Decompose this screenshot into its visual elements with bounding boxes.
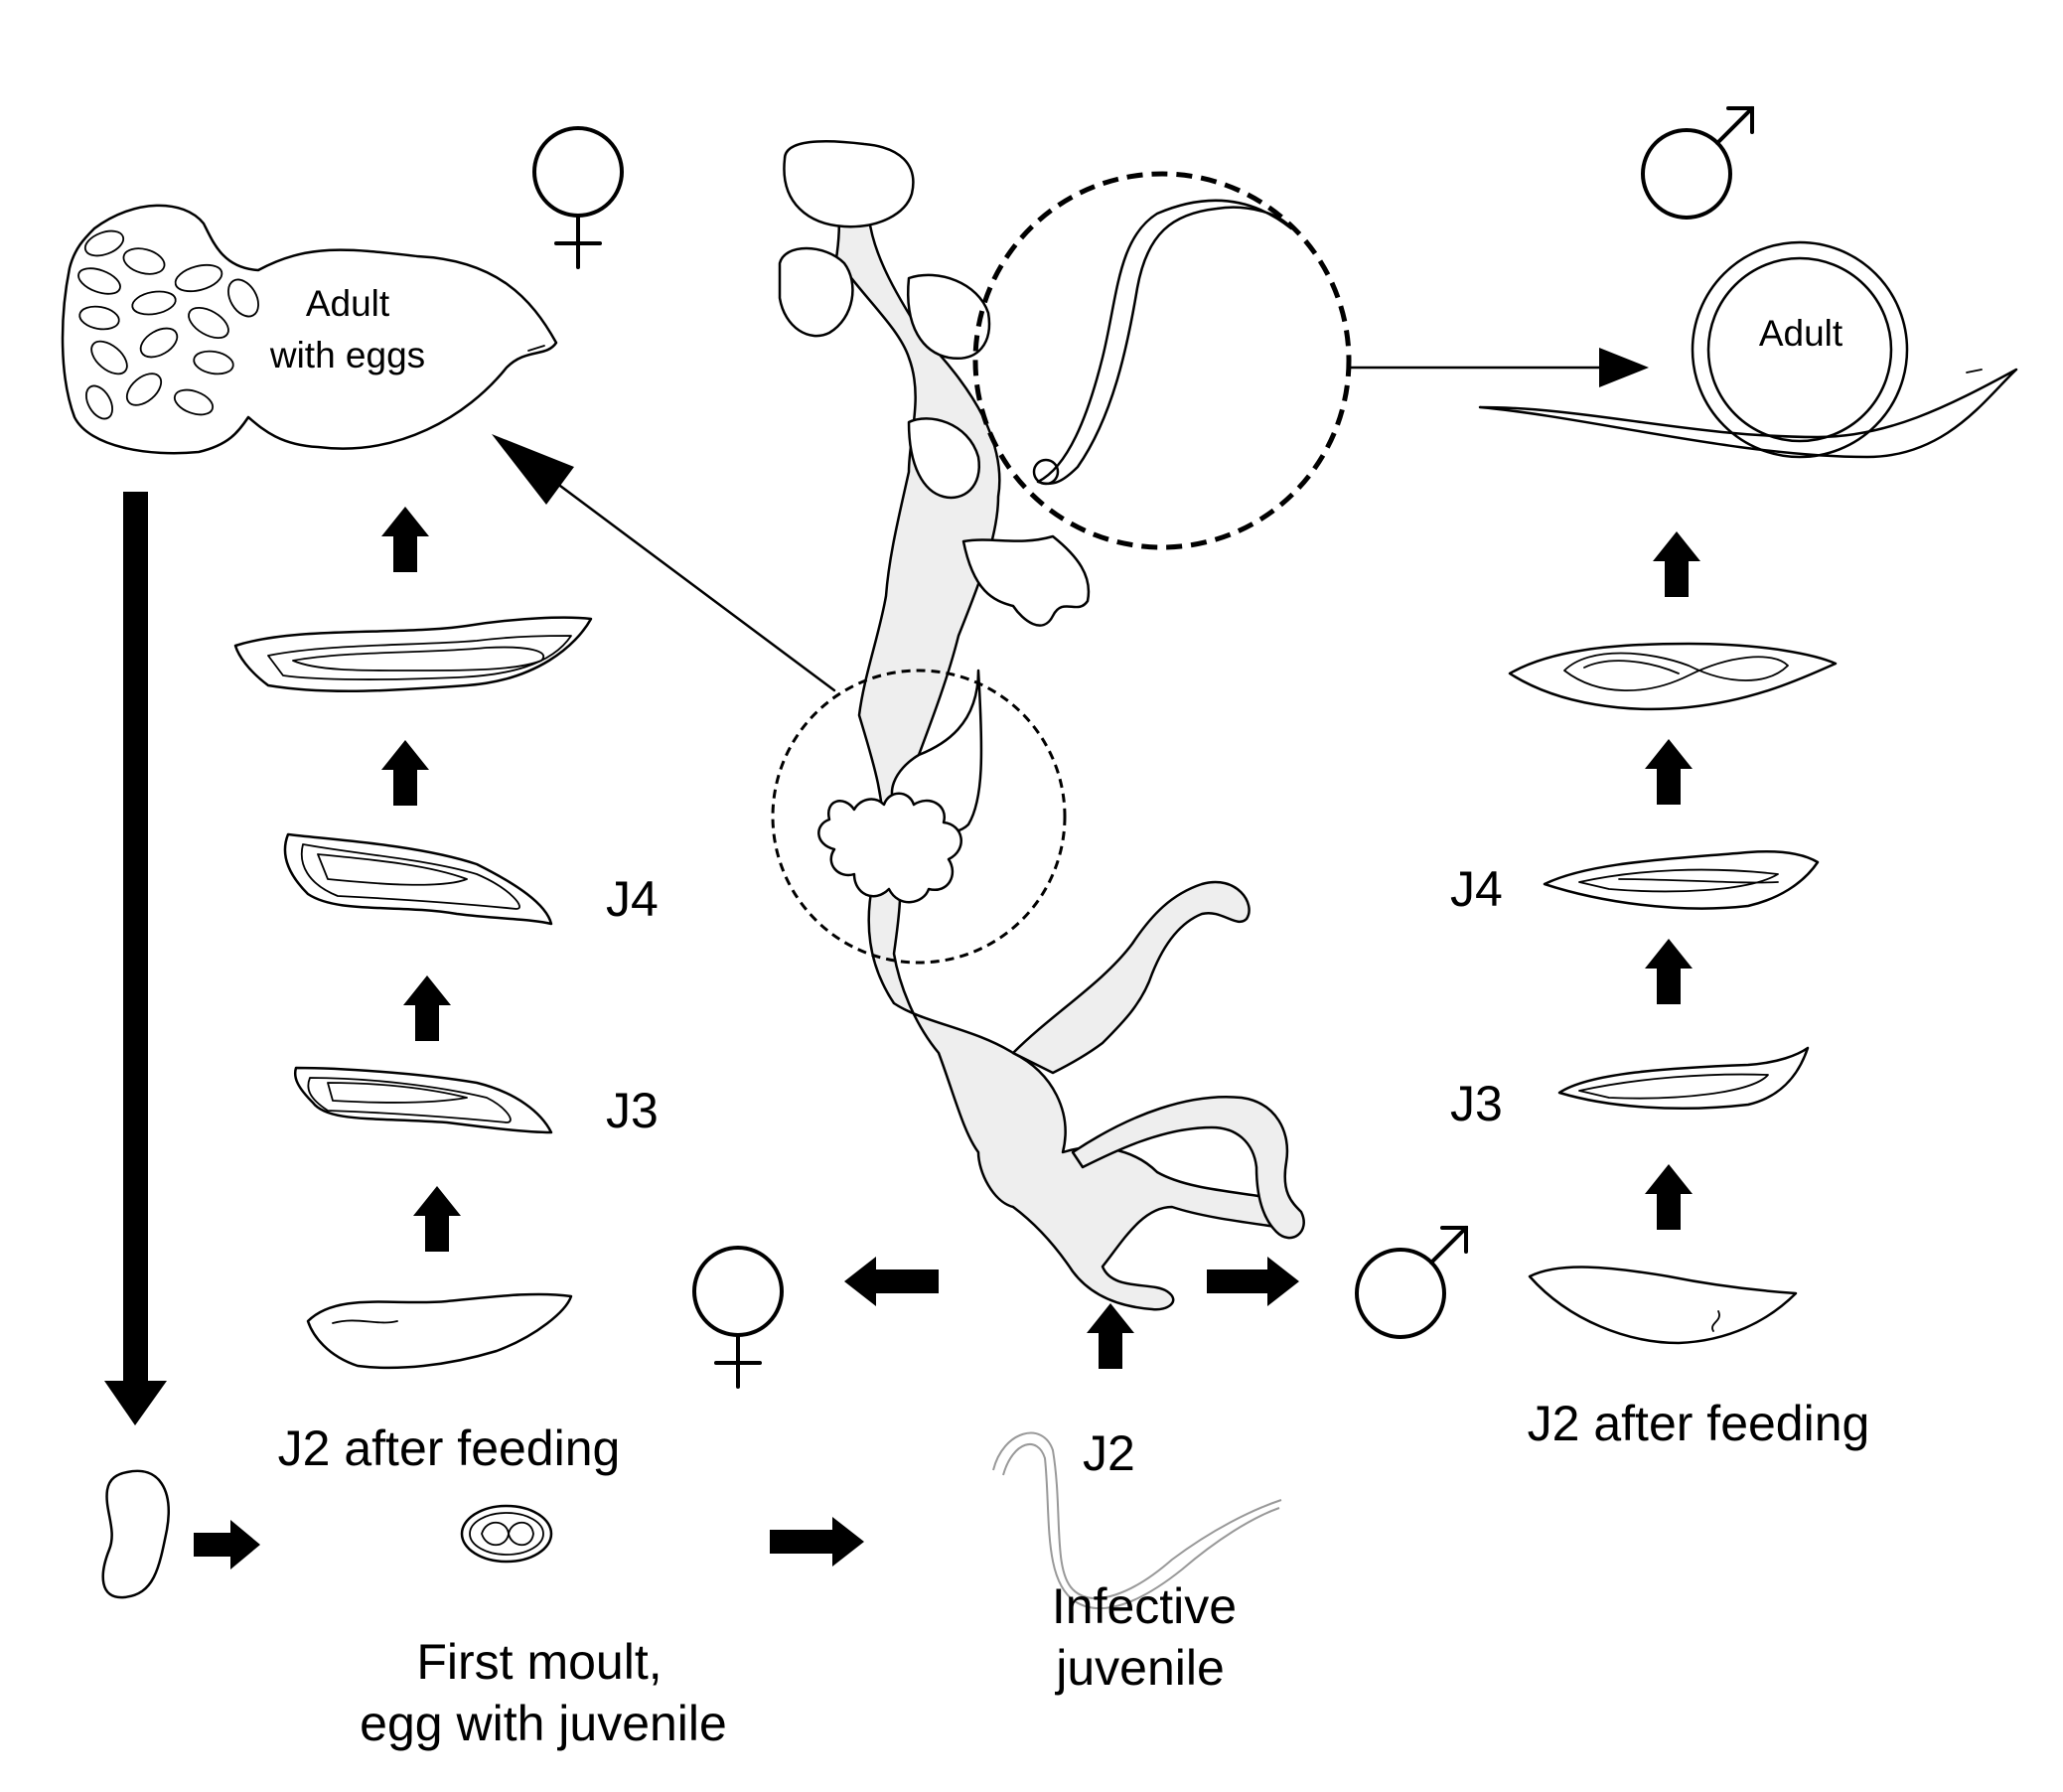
arrow-up-right-4 (1645, 1164, 1693, 1230)
arrow-up-left-4 (413, 1186, 461, 1252)
adult-female-illustration (63, 206, 556, 453)
arrow-up-left-2 (381, 740, 429, 806)
female-j4-illustration (285, 834, 551, 924)
adult-female-label-line2: with eggs (269, 335, 426, 375)
j3-left-label: J3 (606, 1083, 659, 1138)
adult-male-label: Adult (1758, 313, 1843, 354)
arrow-up-left-3 (403, 975, 451, 1041)
infective-juvenile-label-line2: juvenile (1056, 1640, 1225, 1696)
first-moult-label-line1: First moult, (416, 1634, 663, 1690)
arrow-right-to-male (1207, 1257, 1299, 1306)
arrow-up-right-1 (1653, 531, 1700, 597)
host-root (780, 141, 1304, 1309)
egg-illustration (103, 1471, 169, 1597)
arrow-up-right-3 (1645, 939, 1693, 1004)
long-down-arrow (104, 492, 167, 1425)
arrow-up-left-1 (381, 507, 429, 572)
j3-right-label: J3 (1450, 1076, 1503, 1131)
adult-male-illustration (1480, 242, 2016, 457)
j2-after-feeding-left-label: J2 after feeding (277, 1420, 621, 1476)
j4-left-label: J4 (606, 871, 659, 927)
male-j-late-illustration (1510, 644, 1836, 709)
female-j2-feeding-illustration (308, 1294, 571, 1368)
male-symbol-center (1357, 1228, 1466, 1337)
j4-right-label: J4 (1450, 861, 1503, 917)
arrow-to-female-adult (492, 434, 834, 690)
female-j-late-illustration (235, 618, 591, 691)
female-symbol-top (534, 128, 622, 267)
arrow-up-right-2 (1645, 739, 1693, 805)
egg-with-juvenile-illustration (462, 1506, 551, 1562)
j2-after-feeding-right-label: J2 after feeding (1527, 1396, 1870, 1451)
first-moult-label-line2: egg with juvenile (360, 1696, 727, 1751)
j2-center-label: J2 (1083, 1425, 1135, 1481)
male-symbol-top (1643, 108, 1752, 218)
arrow-left-to-female (844, 1257, 939, 1306)
male-j3-illustration (1559, 1048, 1808, 1109)
arrow-right-moult (770, 1517, 864, 1567)
arrow-right-egg (194, 1520, 260, 1569)
infective-juvenile-label-line1: Infective (1051, 1578, 1238, 1634)
arrow-up-center (1087, 1303, 1134, 1369)
male-j4-illustration (1545, 851, 1818, 908)
adult-female-label-line1: Adult (305, 283, 390, 324)
arrow-to-male-adult (1351, 348, 1649, 387)
male-j2-feeding-illustration (1530, 1268, 1796, 1343)
female-symbol-center (694, 1248, 782, 1387)
female-j3-illustration (295, 1068, 551, 1132)
